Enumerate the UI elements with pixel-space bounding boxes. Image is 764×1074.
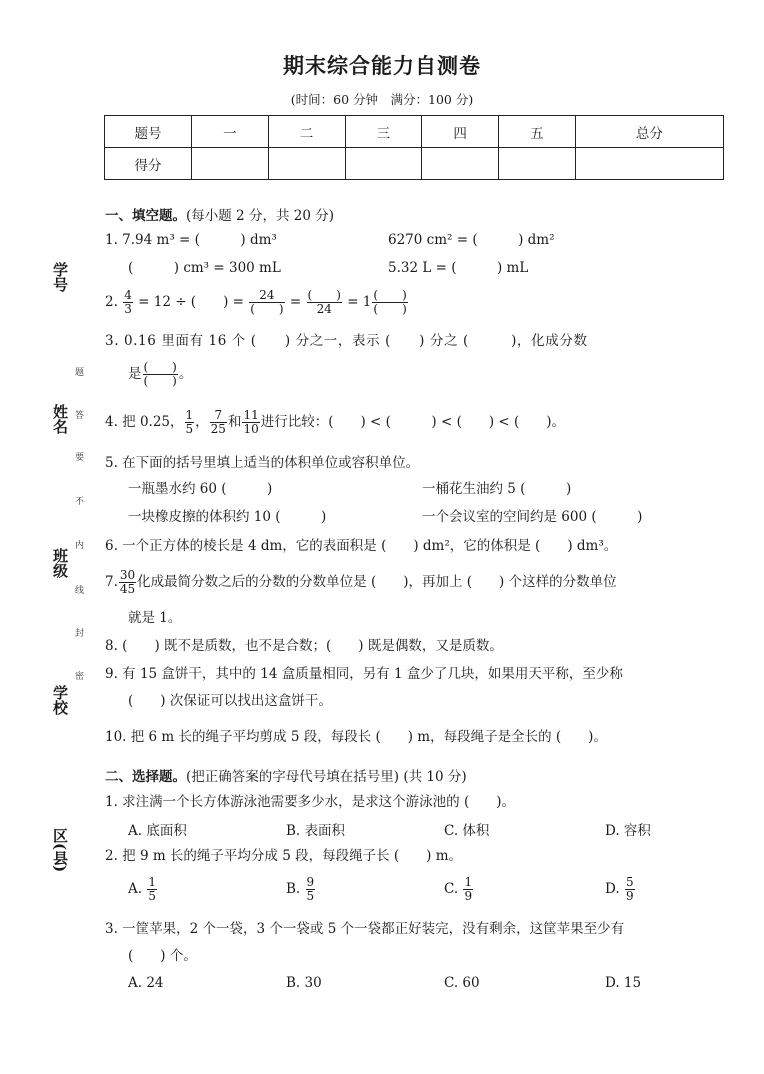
q2-middle: = 12 ÷ ( ) = [138,294,244,310]
denominator: 5 [306,889,315,903]
q4-fraction-2 [210,409,227,436]
numerator: 9 [306,875,315,889]
s2-q1-option-b[interactable]: B. 表面积 [286,823,346,839]
q4-sep: ， [195,414,209,430]
numerator: 4 [124,288,132,302]
q4-fraction-1 [185,409,195,436]
q9-line2: ( ) 次保证可以找出这盒饼干。 [128,693,332,709]
score-header-cell: 总分 [575,116,723,148]
q2-number: 2. [105,294,118,310]
q5-c: 一块橡皮擦的体积约 10 ( ) [128,509,327,525]
score-header-cell: 四 [422,116,499,148]
option-fraction [463,876,473,903]
numerator: 30 [119,568,136,582]
score-row-label: 得分 [105,148,192,180]
numerator: ( ) [373,288,407,302]
page-title: 期末综合能力自测卷 [283,53,481,78]
q2-fraction-1 [123,289,133,316]
s2-q2-option-d[interactable] [605,876,636,903]
q3-fraction [143,361,178,388]
question-2 [105,289,409,316]
numerator: 24 [249,289,284,303]
q1a-right: 6270 cm² = ( ) dm² [388,232,555,248]
s2-q2-option-b[interactable] [286,876,316,903]
side-label-student-id: 学号 [51,262,69,292]
denominator: ( ) [373,302,407,316]
s2-q3-line2: ( ) 个。 [128,948,197,964]
q7-fraction [119,569,136,596]
score-input-cell[interactable] [575,148,723,180]
numerator: 11 [243,408,259,422]
denominator: 24 [316,302,332,316]
option-fraction [147,876,157,903]
section1-note: (每小题 2 分，共 20 分) [186,208,334,224]
section1-heading: 一、填空题。 [105,208,186,224]
q3-line2 [128,361,192,388]
s2-q1-option-a[interactable]: A. 底面积 [128,823,187,839]
seal-char: 密 [73,671,83,680]
option-fraction [306,876,316,903]
q5-d: 一个会议室的空间约是 600 ( ) [422,509,643,525]
denominator: 9 [464,889,473,903]
question-6: 6. 一个正方体的棱长是 4 dm，它的表面积是 ( ) dm²，它的体积是 ( ) dm³。 [105,538,618,554]
score-header-cell: 一 [192,116,269,148]
score-header-cell: 五 [499,116,576,148]
option-label: D. [605,881,620,897]
s2-question-2: 2. 把 9 m 长的绳子平均分成 5 段，每段绳子长 ( ) m。 [105,848,463,864]
q4-rest: 进行比较：( ) < ( ) < ( ) < ( )。 [260,414,566,430]
score-input-cell[interactable] [192,148,269,180]
s2-q2-option-c[interactable] [444,876,474,903]
q5-text: 5. 在下面的括号里填上适当的体积单位或容积单位。 [105,455,420,471]
side-label-district: 区(县) [51,828,69,873]
q3-end: 。 [178,366,193,382]
section2-note: (把正确答案的字母代号填在括号里) (共 10 分) [186,769,467,785]
s2-q2-option-a[interactable] [128,876,158,903]
side-label-class: 班级 [51,548,69,578]
denominator: 9 [625,889,634,903]
page-subtitle: (时间：60 分钟 满分：100 分) [290,92,474,107]
q4-fraction-3 [242,409,259,436]
s2-q3-option-a[interactable]: A. 24 [128,975,164,991]
s2-q1-option-d[interactable]: D. 容积 [605,823,651,839]
question-7 [105,569,617,596]
q5-b: 一桶花生油约 5 ( ) [422,481,572,497]
question-10: 10. 把 6 m 长的绳子平均剪成 5 段，每段长 ( ) m，每段绳子是全长的 ( )。 [105,729,607,745]
score-input-cell[interactable] [268,148,345,180]
q2-equals-one: = 1 [347,294,372,310]
option-fraction [625,876,635,903]
seal-char: 题 [73,367,83,376]
s2-q3-option-b[interactable]: B. 30 [286,975,322,991]
s2-question-1: 1. 求注满一个长方体游泳池需要多少水，是求这个游泳池的 ( )。 [105,794,515,810]
score-header-cell: 三 [345,116,422,148]
seal-char: 答 [73,410,83,419]
seal-char: 内 [73,540,83,549]
section2-heading: 二、选择题。 [105,769,186,785]
option-label: B. [286,881,301,897]
numerator: 5 [625,875,634,889]
q4-prefix: 4. 把 0.25， [105,414,184,430]
q2-equals: = [289,294,302,310]
question-4 [105,409,565,436]
numerator: 1 [464,875,473,889]
q2-fraction-3 [307,289,342,316]
score-input-cell[interactable] [422,148,499,180]
denominator: 25 [210,422,226,436]
section2-header [105,765,467,785]
score-input-cell[interactable] [345,148,422,180]
side-label-name: 姓名 [51,404,69,434]
numerator: 1 [185,408,194,422]
section1-header [105,204,334,224]
numerator: 1 [148,875,156,889]
q7-line2: 就是 1。 [128,610,182,626]
numerator: 7 [210,409,227,423]
q4-and: 和 [227,414,242,430]
q9-line1: 9. 有 15 盒饼干，其中的 14 盒质量相同，另有 1 盒少了几块，如果用天平称，至少称 [105,666,623,682]
numerator: ( ) [307,288,341,302]
seal-char: 封 [73,628,83,637]
q1b-left: ( ) cm³ = 300 mL [128,260,281,276]
option-label: C. [444,881,459,897]
q5-a: 一瓶墨水约 60 ( ) [128,481,273,497]
denominator: 3 [124,302,132,316]
q7-number: 7. [105,574,118,590]
denominator: ( ) [250,302,284,316]
denominator: ( ) [143,374,177,388]
q3-prefix: 是 [128,366,142,382]
q2-fraction-2 [249,289,284,316]
q7-rest: 化成最简分数之后的分数的分数单位是 ( )，再加上 ( ) 个这样的分数单位 [137,574,617,590]
denominator: 10 [243,422,259,436]
score-table [104,115,724,180]
seal-char: 不 [73,496,83,505]
q1b-right: 5.32 L = ( ) mL [388,260,529,276]
s2-q1-option-c[interactable]: C. 体积 [444,823,490,839]
score-table-score-row [105,148,724,180]
s2-q3-option-c[interactable]: C. 60 [444,975,480,991]
q2-fraction-4 [372,289,407,316]
numerator: ( ) [143,360,177,374]
s2-q3-option-d[interactable]: D. 15 [605,975,642,991]
question-8: 8. ( ) 既不是质数，也不是合数；( ) 既是偶数，又是质数。 [105,638,503,654]
q3-line1: 3. 0.16 里面有 16 个 ( ) 分之一，表示 ( ) 分之 ( )，化成分数 [105,333,588,349]
score-input-cell[interactable] [499,148,576,180]
seal-char: 要 [73,452,83,461]
score-table-header-row [105,116,724,148]
denominator: 5 [185,422,194,436]
seal-char: 线 [73,585,83,594]
score-header-cell: 题号 [105,116,192,148]
score-header-cell: 二 [268,116,345,148]
q1a-left: 1. 7.94 m³ = ( ) dm³ [105,232,277,248]
option-label: A. [128,881,143,897]
side-label-school: 学校 [51,685,69,715]
denominator: 45 [119,582,136,596]
denominator: 5 [148,889,156,903]
s2-q3-line1: 3. 一筐苹果，2 个一袋，3 个一袋或 5 个一袋都正好装完，没有剩余，这筐苹果至少有 [105,921,625,937]
